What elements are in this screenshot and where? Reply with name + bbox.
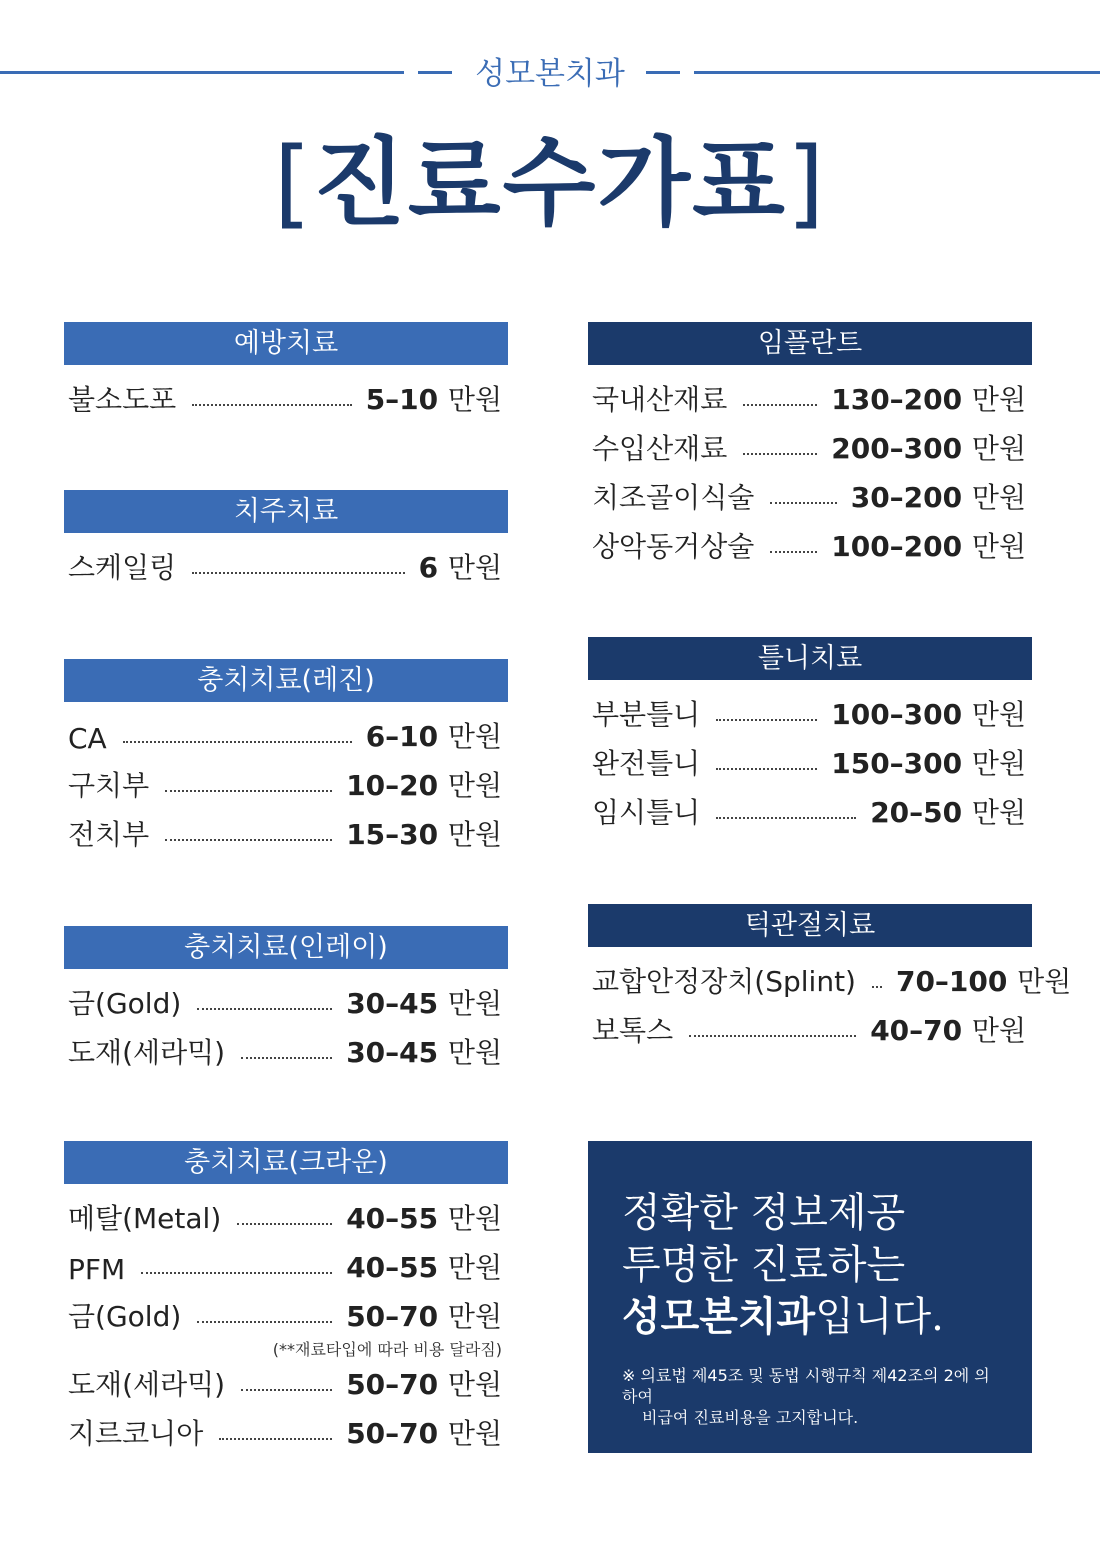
treatment-name: 상악동거상술 <box>592 530 755 563</box>
treatment-price <box>851 476 1026 516</box>
section-tmj <box>588 904 1072 1049</box>
price-row <box>588 1000 1032 1049</box>
section-inlay <box>64 926 508 1071</box>
info-clinic-name: 성모본치과 <box>622 1294 816 1340</box>
treatment-name: 부분틀니 <box>592 698 701 731</box>
price-value: 40–70 <box>870 1014 963 1047</box>
price-value: 100–300 <box>831 698 963 731</box>
price-value: 30–200 <box>850 481 963 514</box>
price-value: 40–55 <box>346 1202 439 1235</box>
treatment-price <box>419 546 502 586</box>
treatment-price <box>870 791 1026 831</box>
treatment-name: 완전틀니 <box>592 747 701 780</box>
price-value: 6–10 <box>365 720 439 753</box>
dot-leader <box>689 1035 856 1037</box>
info-line-3 <box>622 1291 1002 1343</box>
price-unit: 만원 <box>971 383 1026 416</box>
dot-leader <box>123 741 352 743</box>
section-header: 충치치료(크라운) <box>64 1141 508 1184</box>
treatment-price <box>346 1412 502 1452</box>
dot-leader <box>192 404 351 406</box>
treatment-price <box>346 1295 502 1335</box>
legal-notice <box>622 1365 1002 1428</box>
treatment-price <box>346 813 502 853</box>
info-line-2: 투명한 진료하는 <box>622 1242 906 1288</box>
price-unit: 만원 <box>971 747 1026 780</box>
dot-leader <box>770 551 817 553</box>
section-header: 충치치료(레진) <box>64 659 508 702</box>
treatment-name: 보톡스 <box>592 1014 674 1047</box>
price-value: 30–45 <box>346 1036 439 1069</box>
price-row <box>64 755 508 804</box>
price-value: 10–20 <box>346 769 439 802</box>
price-value: 20–50 <box>870 796 963 829</box>
treatment-name: 금(Gold) <box>68 987 182 1020</box>
price-row <box>588 467 1032 516</box>
treatment-price <box>870 1009 1026 1049</box>
treatment-name: 지르코니아 <box>68 1417 204 1450</box>
treatment-price <box>831 525 1026 565</box>
section-prevent <box>64 322 508 418</box>
price-unit: 만원 <box>447 1300 502 1333</box>
price-unit: 만원 <box>1017 965 1072 998</box>
price-row <box>588 369 1032 418</box>
price-value: 50–70 <box>346 1368 439 1401</box>
dot-leader <box>165 790 332 792</box>
price-row <box>588 733 1032 782</box>
price-unit: 만원 <box>971 698 1026 731</box>
treatment-name: 전치부 <box>68 818 150 851</box>
dot-leader <box>237 1223 332 1225</box>
price-unit: 만원 <box>447 720 502 753</box>
price-value: 100–200 <box>831 530 963 563</box>
price-row <box>64 1286 508 1335</box>
price-value: 15–30 <box>346 818 439 851</box>
title-text: 진료수가표 <box>313 127 787 239</box>
section-resin <box>64 659 508 853</box>
dot-leader <box>241 1057 332 1059</box>
legal-notice-line-2: 비급여 진료비용을 고지합니다. <box>642 1408 859 1427</box>
price-row <box>64 1188 508 1237</box>
treatment-price <box>831 427 1026 467</box>
dot-leader <box>141 1272 332 1274</box>
info-box <box>588 1141 1032 1453</box>
treatment-price <box>366 378 502 418</box>
section-header: 턱관절치료 <box>588 904 1032 947</box>
treatment-name: 메탈(Metal) <box>68 1202 222 1235</box>
price-value: 5–10 <box>365 383 439 416</box>
treatment-name: 임시틀니 <box>592 796 701 829</box>
section-header: 충치치료(인레이) <box>64 926 508 969</box>
dot-leader <box>241 1389 332 1391</box>
legal-notice-line-1: ※ 의료법 제45조 및 동법 시행규칙 제42조의 2에 의하여 <box>622 1366 990 1406</box>
treatment-name: 금(Gold) <box>68 1300 182 1333</box>
clinic-name: 성모본치과 <box>475 56 625 92</box>
info-line-3-rest: 입니다. <box>815 1294 944 1340</box>
dot-leader <box>743 404 817 406</box>
price-row <box>64 706 508 755</box>
treatment-name: 국내산재료 <box>592 383 728 416</box>
treatment-name: 교합안정장치(Splint) <box>592 965 856 998</box>
treatment-price <box>831 693 1026 733</box>
price-unit: 만원 <box>971 1014 1026 1047</box>
section-implant <box>588 322 1032 565</box>
dot-leader <box>716 817 856 819</box>
price-value: 30–45 <box>346 987 439 1020</box>
price-value: 50–70 <box>346 1300 439 1333</box>
price-value: 130–200 <box>831 383 963 416</box>
treatment-price <box>346 1197 502 1237</box>
dot-leader <box>192 572 404 574</box>
price-row <box>64 1237 508 1286</box>
info-line-1: 정확한 정보제공 <box>622 1190 906 1236</box>
page-title <box>0 128 1100 238</box>
price-unit: 만원 <box>447 1036 502 1069</box>
treatment-price <box>831 742 1026 782</box>
price-value: 150–300 <box>831 747 963 780</box>
dot-leader <box>872 986 882 988</box>
price-value: 6 <box>418 551 439 584</box>
price-row <box>588 418 1032 467</box>
dot-leader <box>219 1438 332 1440</box>
price-value: 70–100 <box>895 965 1008 998</box>
price-row <box>64 1354 508 1403</box>
treatment-name: 스케일링 <box>68 551 177 584</box>
dot-leader <box>743 453 817 455</box>
treatment-name: 수입산재료 <box>592 432 728 465</box>
price-row <box>64 973 508 1022</box>
title-bracket-open: [ <box>273 127 314 239</box>
section-header: 틀니치료 <box>588 637 1032 680</box>
price-row <box>64 1022 508 1071</box>
price-row <box>64 369 508 418</box>
treatment-name: 불소도포 <box>68 383 177 416</box>
price-row <box>588 684 1032 733</box>
title-bracket-close: ] <box>786 127 827 239</box>
price-unit: 만원 <box>447 383 502 416</box>
price-row <box>64 804 508 853</box>
treatment-name: CA <box>68 722 107 755</box>
price-row <box>588 782 1032 831</box>
price-unit: 만원 <box>971 481 1026 514</box>
section-denture <box>588 637 1032 831</box>
price-unit: 만원 <box>447 769 502 802</box>
price-value: 50–70 <box>346 1417 439 1450</box>
price-value: 40–55 <box>346 1251 439 1284</box>
treatment-price <box>346 1031 502 1071</box>
treatment-name: 치조골이식술 <box>592 481 755 514</box>
price-unit: 만원 <box>447 818 502 851</box>
treatment-price <box>366 715 502 755</box>
treatment-price <box>346 1246 502 1286</box>
treatment-price <box>346 1363 502 1403</box>
treatment-price <box>831 378 1026 418</box>
treatment-price <box>896 960 1071 1000</box>
section-header: 치주치료 <box>64 490 508 533</box>
dot-leader <box>716 719 817 721</box>
section-crown <box>64 1141 508 1452</box>
price-row <box>64 1403 508 1452</box>
price-note: (**재료타입에 따라 비용 달라짐) <box>272 1340 502 1359</box>
price-unit: 만원 <box>971 796 1026 829</box>
treatment-price <box>346 764 502 804</box>
dot-leader <box>770 502 836 504</box>
treatment-name: 도재(세라믹) <box>68 1036 226 1069</box>
price-row <box>588 951 1072 1000</box>
price-row <box>588 516 1032 565</box>
price-unit: 만원 <box>447 1417 502 1450</box>
treatment-name: PFM <box>68 1253 126 1286</box>
dot-leader <box>197 1008 332 1010</box>
treatment-name: 구치부 <box>68 769 150 802</box>
price-row <box>64 537 508 586</box>
price-unit: 만원 <box>447 551 502 584</box>
section-perio <box>64 490 508 586</box>
treatment-price <box>346 982 502 1022</box>
price-unit: 만원 <box>447 1202 502 1235</box>
dot-leader <box>716 768 817 770</box>
price-unit: 만원 <box>971 530 1026 563</box>
section-header: 임플란트 <box>588 322 1032 365</box>
dot-leader <box>197 1321 332 1323</box>
section-header: 예방치료 <box>64 322 508 365</box>
price-value: 200–300 <box>831 432 963 465</box>
treatment-name: 도재(세라믹) <box>68 1368 226 1401</box>
price-unit: 만원 <box>447 1251 502 1284</box>
dot-leader <box>165 839 332 841</box>
price-unit: 만원 <box>971 432 1026 465</box>
price-unit: 만원 <box>447 987 502 1020</box>
price-unit: 만원 <box>447 1368 502 1401</box>
